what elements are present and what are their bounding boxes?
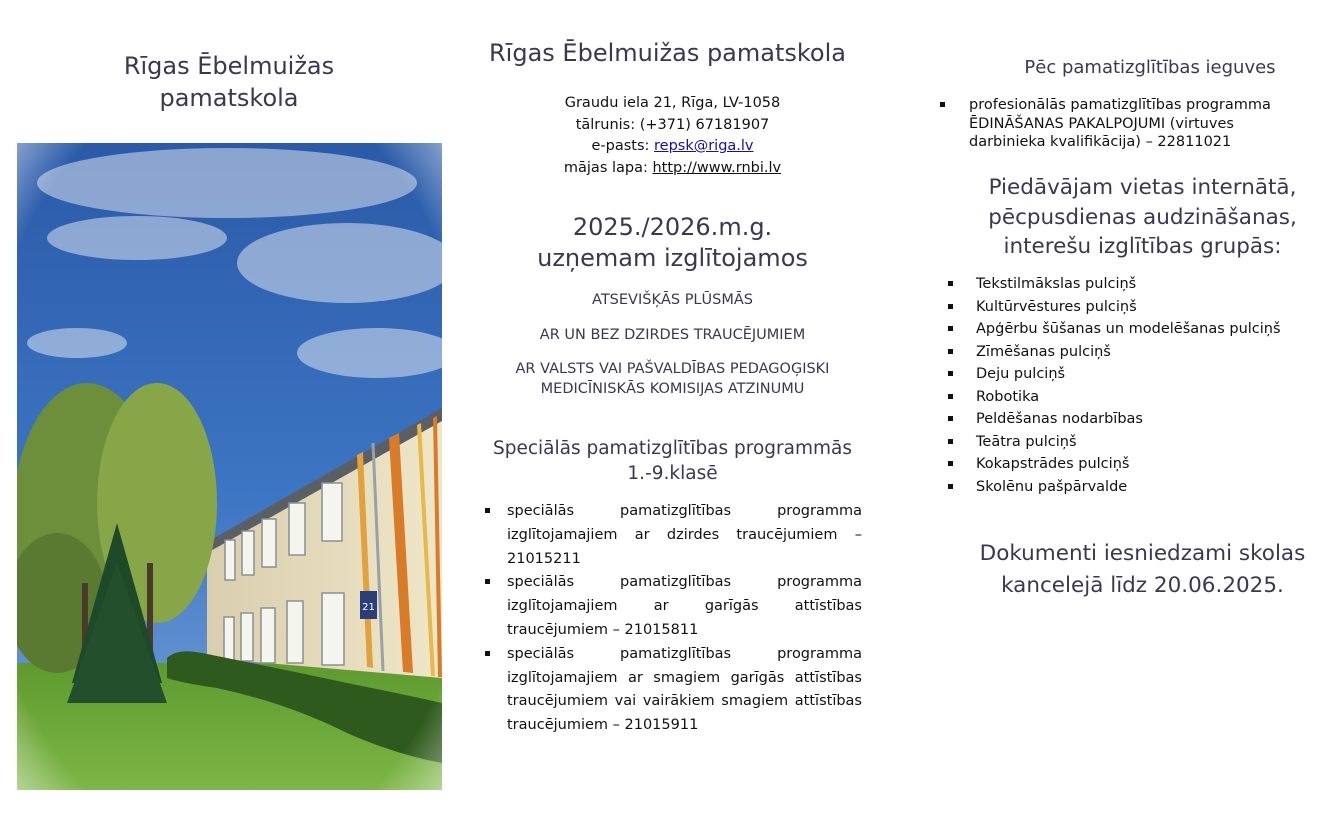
- admission-heading: [480, 212, 865, 274]
- caps-hearing: AR UN BEZ DZIRDES TRAUCĒJUMIEM: [539, 327, 806, 343]
- offer-line2: pēcpusdienas audzināšanas,: [988, 204, 1297, 230]
- special-title-line2: 1.-9.klasē: [627, 463, 718, 484]
- documents-deadline: [955, 538, 1330, 602]
- list-item: profesionālās pamatizglītības programma ĒDINĀŠANAS PAKALPOJUMI (virtuves darbinieka kvalifikācija) – 22811021: [935, 96, 1305, 152]
- school-title: Rīgas Ēbelmuižas pamatskola: [489, 39, 846, 67]
- list-item: Kultūrvēstures pulciņš: [943, 296, 1323, 319]
- left-title-line2: pamatskola: [159, 84, 299, 112]
- address: Graudu iela 21, Rīga, LV-1058: [564, 95, 781, 111]
- caps-commission-line1: AR VALSTS VAI PAŠVALDĪBAS PEDAGOĢISKI: [515, 361, 830, 377]
- offer-line1: Piedāvājam vietas internātā,: [988, 175, 1297, 200]
- list-item: Kokapstrādes pulciņš: [943, 453, 1323, 476]
- list-item: speciālās pamatizglītības programma izglītojamajiem ar dzirdes traucējumiem – 21015211: [480, 500, 862, 571]
- web-label: mājas lapa:: [563, 159, 653, 176]
- contact-info: [520, 93, 825, 179]
- list-item: Skolēnu pašpārvalde: [943, 476, 1323, 499]
- caps-commission-line2: MEDICĪNISKĀS KOMISIJAS ATZINUMU: [540, 381, 805, 397]
- list-item: Teātra pulciņš: [943, 431, 1323, 454]
- school-year: 2025./2026.m.g.: [572, 213, 773, 241]
- docs-line2: kancelejā līdz 20.06.2025.: [1001, 573, 1284, 598]
- program-list: [480, 500, 862, 738]
- left-title-line1: Rīgas Ēbelmuižas: [123, 52, 335, 80]
- left-panel-title: [60, 50, 398, 114]
- email-label: e-pasts:: [591, 138, 654, 154]
- caps-streams: ATSEVIŠĶĀS PLŪSMĀS: [592, 292, 753, 308]
- list-item: Robotika: [943, 386, 1323, 409]
- list-item: Peldēšanas nodarbības: [943, 408, 1323, 431]
- school-building-photo: [17, 143, 442, 790]
- list-item: Deju pulciņš: [943, 363, 1323, 386]
- web-line: [520, 158, 825, 180]
- list-item: speciālās pamatizglītības programma izglītojamajiem ar smagiem garīgās attīstības traucējumiem vai vairākiem smagiem attīstības traucējumiem – 21015911: [480, 643, 862, 738]
- list-item: Zīmēšanas pulciņš: [943, 341, 1323, 364]
- docs-line1: Dokumenti iesniedzami skolas: [979, 541, 1306, 566]
- list-item: Apģērbu šūšanas un modelēšanas pulciņš: [943, 318, 1323, 341]
- special-programs-title: [480, 436, 865, 486]
- professional-program-list: [935, 96, 1305, 152]
- special-title-line1: Speciālās pamatizglītības programmās: [492, 438, 853, 459]
- offer-heading: [955, 173, 1330, 262]
- web-link[interactable]: http://www.rnbi.lv: [652, 159, 782, 176]
- offer-line3: interešu izglītības grupās:: [1003, 234, 1282, 259]
- caps-commission: [480, 359, 865, 399]
- email-line: [520, 136, 825, 158]
- admission-text: uzņemam izglītojamos: [537, 244, 808, 272]
- list-item: Tekstilmākslas pulciņš: [943, 273, 1323, 296]
- after-basic-education-title: Pēc pamatizglītības ieguves: [1024, 57, 1276, 78]
- phone: tālrunis: (+371) 67181907: [575, 116, 770, 133]
- email-link[interactable]: repsk@riga.lv: [654, 138, 754, 154]
- list-item: speciālās pamatizglītības programma izglītojamajiem ar garīgās attīstības traucējumiem – 21015811: [480, 571, 862, 642]
- clubs-list: [943, 273, 1323, 498]
